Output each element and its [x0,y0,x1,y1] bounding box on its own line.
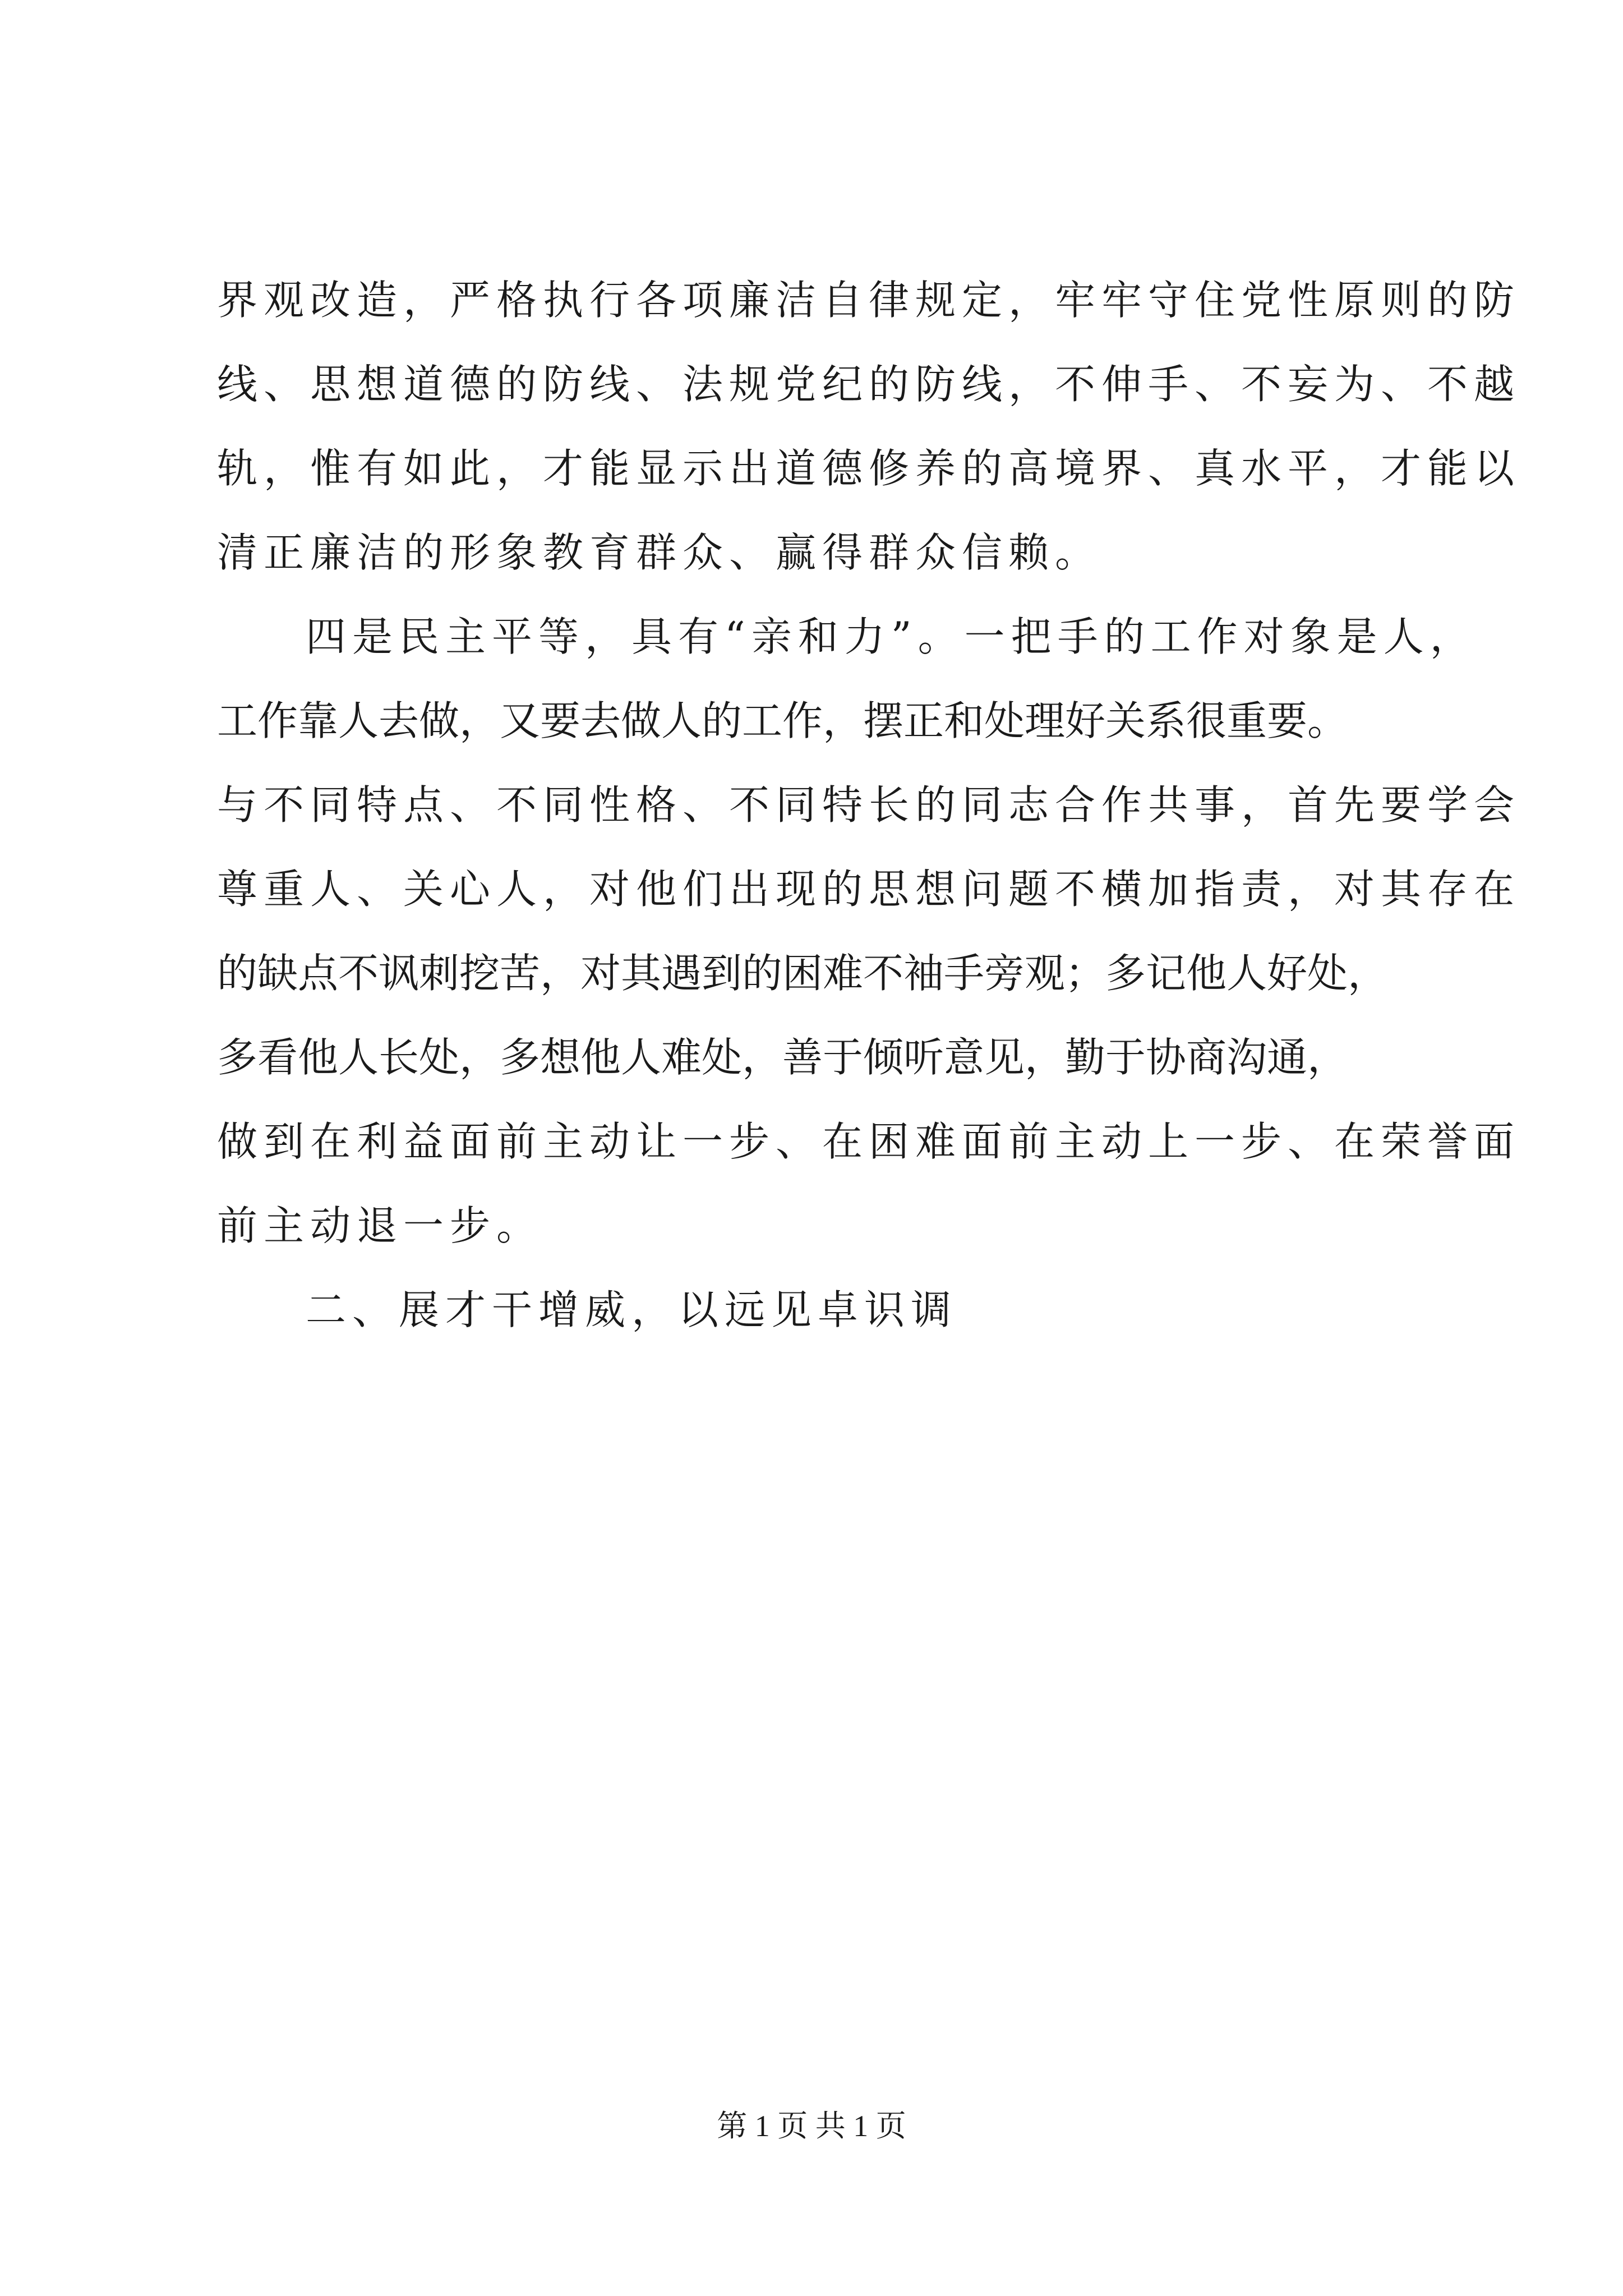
text-line: 前主动退一步。 [217,1202,543,1249]
text-line: 多看他人长处，多想他人难处，善于倾听意见，勤于协商沟通， [217,1034,1348,1081]
text-line: 与不同特点、不同性格、不同特长的同志合作共事，首先要学会 [217,781,1521,829]
text-line: 尊重人、关心人，对他们出现的思想问题不横加指责，对其存在 [217,866,1521,913]
section-heading-text: 二、展才干增威，以远见卓识调 [306,1286,958,1333]
text-line: 轨，惟有如此，才能显示出道德修养的高境界、真水平，才能以 [217,445,1521,492]
document-body [217,258,1521,1352]
text-line: 线、思想道德的防线、法规党纪的防线，不伸手、不妄为、不越 [217,361,1521,408]
text-line: 的缺点不讽刺挖苦，对其遇到的困难不袖手旁观；多记他人好处， [217,950,1389,997]
text-line: 界观改造，严格执行各项廉洁自律规定，牢牢守住党性原则的防 [217,277,1521,324]
text-line: 清正廉洁的形象教育群众、赢得群众信赖。 [217,529,1102,576]
section-heading [217,1268,1440,1352]
page-footer: 第 1 页 共 1 页 [717,2109,906,2143]
text-line: 做到在利益面前主动让一步、在困难面前主动上一步、在荣誉面 [217,1118,1521,1165]
text-line: 四是民主平等，具有“亲和力”。一把手的工作对象是人， [306,613,1477,660]
paragraph-continuation [217,258,1521,595]
text-line: 工作靠人去做，又要去做人的工作，摆正和处理好关系很重要。 [217,697,1348,744]
paragraph-democratic-equality [217,595,1521,1268]
